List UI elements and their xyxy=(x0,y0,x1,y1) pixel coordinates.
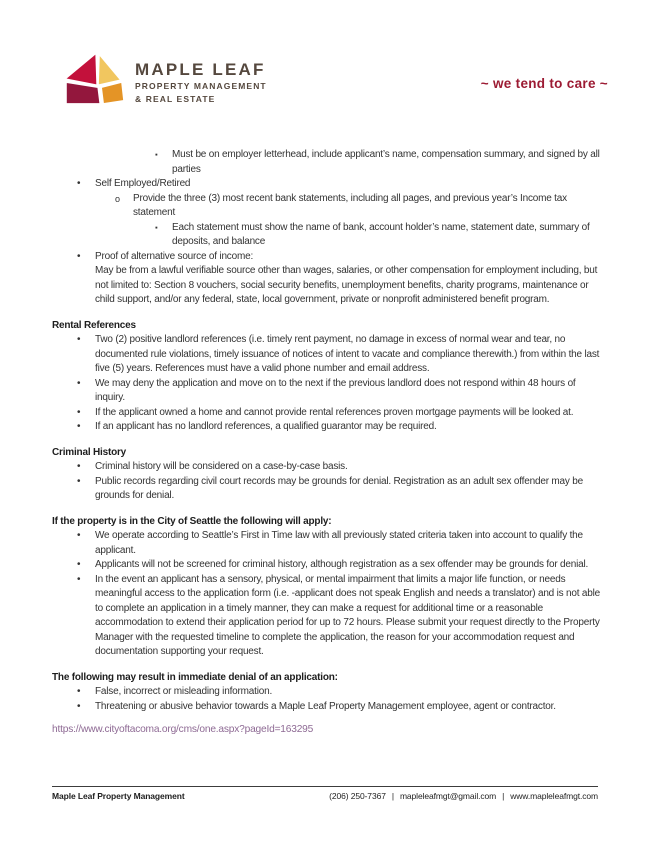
logo-title: MAPLE LEAF xyxy=(135,60,266,79)
disc-bullet-icon: • xyxy=(77,406,81,418)
list-item-text: Self Employed/Retired xyxy=(95,178,191,189)
disc-bullet-icon: • xyxy=(77,461,81,472)
list-item xyxy=(52,333,600,377)
maple-leaf-house-logo-icon xyxy=(64,52,126,106)
city-of-tacoma-link[interactable]: https://www.cityoftacoma.org/cms/one.aspx?pageId=163295 xyxy=(52,724,314,735)
list-item-text: If an applicant has no landlord references, a qualified guarantor may be required. xyxy=(95,421,437,432)
square-bullet-icon: ▪ xyxy=(155,222,158,232)
list-item xyxy=(52,177,600,192)
list-item xyxy=(52,221,600,250)
list-item-text: Must be on employer letterhead, include applicant’s name, compensation summary, and signed by all parties xyxy=(172,149,600,175)
document-body xyxy=(52,148,600,738)
list-item-text: Public records regarding civil court records may be grounds for denial. Registration as an adult sex offender may be grounds for denial. xyxy=(95,475,583,501)
footer-divider xyxy=(52,786,598,787)
list-item-text: Threatening or abusive behavior towards a Maple Leaf Property Management employee, agent or contractor. xyxy=(95,700,556,712)
section-heading: Criminal History xyxy=(52,446,127,458)
list-item-text: False, incorrect or misleading information. xyxy=(95,686,273,697)
list-item xyxy=(52,192,600,221)
list-item xyxy=(52,420,600,435)
footer-company-name: Maple Leaf Property Management xyxy=(52,791,185,801)
list-item xyxy=(52,685,600,700)
list-item-text: If the applicant owned a home and cannot provide rental references proven mortgage payments will be looked at. xyxy=(95,406,574,418)
disc-bullet-icon: • xyxy=(77,421,81,432)
list-item-text-lead: Proof of alternative source of income: xyxy=(95,250,254,262)
disc-bullet-icon: • xyxy=(77,334,81,345)
circle-bullet-icon: o xyxy=(115,193,120,204)
footer-contact-info xyxy=(329,791,598,801)
disc-bullet-icon: • xyxy=(77,377,81,389)
disc-bullet-icon: • xyxy=(77,250,81,262)
list-item-text: Two (2) positive landlord references (i.e. timely rent payment, no damage in excess of normal wear and tear, no documented rule violations, timely issuance of notices of intent to vacate and compliance therewith.) from within the last five (5) years. References must have a valid phone number and email address. xyxy=(95,334,600,374)
list-item xyxy=(52,148,600,177)
list-item-text: We operate according to Seattle’s First in Time law with all previously stated criteria taken into account to qualify the applicant. xyxy=(95,530,583,556)
list-item-text: Provide the three (3) most recent bank statements, including all pages, and previous year’s Income tax statement xyxy=(133,192,567,218)
list-item xyxy=(52,558,600,573)
logo-subtitle-line2: & REAL ESTATE xyxy=(135,93,216,104)
logo-subtitle-line1: PROPERTY MANAGEMENT xyxy=(135,81,267,91)
disc-bullet-icon: • xyxy=(77,178,81,189)
list-item-text: Each statement must show the name of bank, account holder’s name, statement date, summary of deposits, and balance xyxy=(172,221,590,247)
footer-separator: | xyxy=(391,791,394,801)
footer-email: mapleleafmgt@gmail.com xyxy=(399,791,497,801)
list-item-text: We may deny the application and move on to the next if the previous landlord does not respond within 48 hours of inquiry. xyxy=(95,377,576,403)
square-bullet-icon: ▪ xyxy=(155,150,158,159)
list-item xyxy=(52,700,600,715)
footer-phone: (206) 250-7367 xyxy=(329,791,386,801)
list-item xyxy=(52,377,600,406)
disc-bullet-icon: • xyxy=(77,686,81,697)
list-item xyxy=(52,250,600,308)
footer-website: www.mapleleafmgt.com xyxy=(510,791,598,801)
section-heading: The following may result in immediate denial of an application: xyxy=(52,671,338,683)
list-item xyxy=(52,460,600,475)
section-heading: If the property is in the City of Seattle the following will apply: xyxy=(52,515,332,527)
footer-separator: | xyxy=(502,791,505,801)
list-item xyxy=(52,573,600,660)
section-heading: Rental References xyxy=(52,319,136,331)
list-item xyxy=(52,529,600,558)
disc-bullet-icon: • xyxy=(77,530,81,541)
disc-bullet-icon: • xyxy=(77,573,81,585)
list-item-continuation: May be from a lawful verifiable source other than wages, salaries, or other compensation for employment including, but not limited to: Section 8 vouchers, social security benefits, unemployment benefits, charity programs, maintenance or child support, and/or any federal, state, local government, private or nonprofit administered benefit program. xyxy=(95,265,598,305)
list-item-text: In the event an applicant has a sensory, physical, or mental impairment that limits a major life function, or needs meaningful access to the application form (i.e. -applicant does not speak English and needs a translator) and is not able to complete an application in a timely manner, they can make a request for additional time or a reasonable accommodation to extend their application period for up to 72 hours. Please submit your request directly to the Property Manager with the requested timeline to complete the application, the reason for your accommodation request and documentation supporting your request. xyxy=(95,573,601,657)
company-tagline: ~ we tend to care ~ xyxy=(480,76,608,91)
list-item-text: Criminal history will be considered on a case-by-case basis. xyxy=(95,461,348,472)
list-item xyxy=(52,406,600,421)
disc-bullet-icon: • xyxy=(77,559,81,570)
disc-bullet-icon: • xyxy=(77,700,81,712)
list-item-text: Applicants will not be screened for criminal history, although registration as a sex offender may be grounds for denial. xyxy=(95,559,589,570)
letterhead xyxy=(64,52,267,106)
list-item xyxy=(52,475,600,504)
list-item-text xyxy=(95,250,600,308)
logo-wordmark xyxy=(135,52,267,104)
page-footer xyxy=(52,791,598,801)
disc-bullet-icon: • xyxy=(77,475,81,487)
